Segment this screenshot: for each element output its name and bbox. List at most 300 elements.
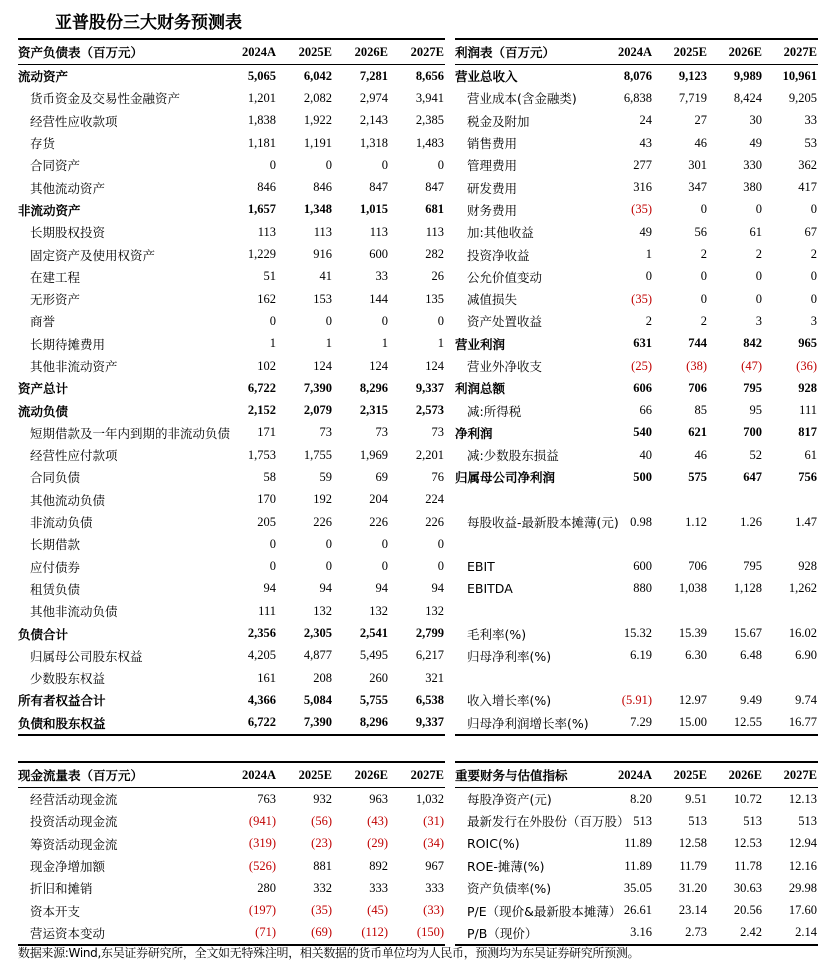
row-label: 经营性应收款项 bbox=[30, 113, 118, 129]
cell-value: 795 bbox=[743, 559, 762, 574]
cell-value: 513 bbox=[743, 813, 762, 828]
cell-value: 0.98 bbox=[630, 514, 652, 529]
cell-value: 1,201 bbox=[247, 90, 276, 105]
cell-value: 0 bbox=[700, 269, 707, 284]
cell-value: 6,722 bbox=[221, 712, 277, 735]
table-row bbox=[455, 288, 818, 310]
cell-value: 2.42 bbox=[708, 922, 763, 945]
cell-value: 0 bbox=[755, 202, 762, 217]
cell-value: 1,015 bbox=[359, 202, 388, 217]
table-row bbox=[455, 333, 818, 355]
table-row bbox=[18, 788, 445, 811]
cell-value: 333 bbox=[369, 880, 388, 895]
cell-value: 56 bbox=[694, 224, 707, 239]
cell-value: (319) bbox=[248, 836, 276, 851]
cell-value: 73 bbox=[319, 425, 332, 440]
row-label: 长期待摊费用 bbox=[30, 336, 106, 352]
cell-value: 1.26 bbox=[740, 514, 762, 529]
cell-value: (150) bbox=[389, 922, 445, 945]
row-label bbox=[455, 600, 599, 622]
cell-value bbox=[599, 600, 653, 622]
cell-value: 144 bbox=[369, 291, 388, 306]
row-label: 现金净增加额 bbox=[30, 859, 106, 875]
cell-value: 0 bbox=[437, 559, 444, 574]
row-label: 其他非流动负债 bbox=[30, 604, 118, 620]
cell-value: 4,877 bbox=[303, 648, 332, 663]
row-label: 收入增长率(%) bbox=[467, 693, 552, 709]
cell-value: 0 bbox=[269, 157, 276, 172]
cell-value: 94 bbox=[375, 581, 388, 596]
row-label: EBITDA bbox=[467, 581, 513, 597]
cell-value: 282 bbox=[425, 247, 444, 262]
table-row bbox=[455, 899, 818, 921]
income-statement-table bbox=[455, 38, 818, 736]
cell-value: 2,356 bbox=[247, 626, 276, 641]
cell-value: 61 bbox=[749, 224, 762, 239]
cell-value: 23.14 bbox=[678, 903, 707, 918]
cell-value: (112) bbox=[333, 922, 389, 945]
table-row bbox=[18, 333, 445, 355]
table-row bbox=[455, 712, 818, 735]
cell-value: 7,281 bbox=[359, 68, 388, 83]
cell-value: 35.05 bbox=[623, 880, 652, 895]
table-row bbox=[455, 87, 818, 109]
table-row bbox=[455, 243, 818, 265]
cell-value: 0 bbox=[810, 291, 817, 306]
row-label: 租赁负债 bbox=[30, 581, 81, 597]
table-row bbox=[18, 622, 445, 644]
year-header: 2025E bbox=[277, 39, 333, 65]
cell-value: (35) bbox=[631, 291, 652, 306]
cell-value: 1 bbox=[381, 336, 388, 351]
row-label: 流动资产 bbox=[18, 69, 69, 85]
cell-value: 24 bbox=[639, 113, 652, 128]
cell-value: 2,082 bbox=[303, 90, 332, 105]
cell-value: 124 bbox=[369, 358, 388, 373]
cell-value: (38) bbox=[686, 358, 707, 373]
row-label: 无形资产 bbox=[30, 292, 81, 308]
row-label: 每股净资产(元) bbox=[467, 792, 552, 808]
cell-value: 5,755 bbox=[359, 692, 388, 707]
cell-value: (197) bbox=[248, 903, 276, 918]
table-row bbox=[18, 110, 445, 132]
cell-value: 7,390 bbox=[303, 380, 332, 395]
year-header: 2026E bbox=[333, 39, 389, 65]
row-label: 合同负债 bbox=[30, 470, 81, 486]
cell-value: 417 bbox=[798, 180, 817, 195]
row-label: 长期股权投资 bbox=[30, 225, 106, 241]
cell-value: 9,337 bbox=[415, 380, 444, 395]
row-label: 非流动负债 bbox=[30, 515, 93, 531]
table-row bbox=[18, 511, 445, 533]
cell-value: 932 bbox=[313, 791, 332, 806]
row-label: 应付债券 bbox=[30, 559, 81, 575]
cell-value: 0 bbox=[381, 313, 388, 328]
table-row bbox=[18, 87, 445, 109]
year-header: 2025E bbox=[277, 762, 333, 788]
cell-value: 965 bbox=[798, 336, 817, 351]
cell-value: 4,205 bbox=[247, 648, 276, 663]
cell-value: 600 bbox=[633, 559, 652, 574]
cell-value: 153 bbox=[313, 291, 332, 306]
cell-value: 2 bbox=[810, 247, 817, 262]
row-label: 每股收益-最新股本摊薄(元) bbox=[467, 515, 619, 531]
cell-value: 7,719 bbox=[678, 90, 707, 105]
cell-value: 2 bbox=[700, 313, 707, 328]
cell-value: 6,722 bbox=[247, 380, 276, 395]
cell-value bbox=[763, 533, 818, 555]
cell-value: 12.13 bbox=[788, 791, 817, 806]
cell-value: 0 bbox=[755, 291, 762, 306]
table-row bbox=[455, 466, 818, 488]
cell-value: 2 bbox=[645, 313, 652, 328]
cell-value: 846 bbox=[313, 180, 332, 195]
cell-value: 85 bbox=[694, 403, 707, 418]
cell-value: 205 bbox=[257, 514, 276, 529]
cell-value: 113 bbox=[313, 224, 332, 239]
table-row bbox=[18, 466, 445, 488]
cell-value bbox=[708, 667, 763, 689]
cell-value: 8,296 bbox=[359, 380, 388, 395]
table-row bbox=[455, 444, 818, 466]
cell-value: 9.51 bbox=[685, 791, 707, 806]
table-row bbox=[455, 877, 818, 899]
cell-value: 631 bbox=[633, 336, 652, 351]
cell-value: 2,974 bbox=[359, 90, 388, 105]
page-title: 亚普股份三大财务预测表 bbox=[55, 13, 242, 33]
cell-value: 113 bbox=[425, 224, 444, 239]
cell-value: 8,076 bbox=[623, 68, 652, 83]
cell-value: 1.47 bbox=[795, 514, 817, 529]
table-row bbox=[455, 600, 818, 622]
cell-value bbox=[763, 600, 818, 622]
row-label: 负债和股东权益 bbox=[18, 712, 221, 735]
cell-value: 94 bbox=[263, 581, 276, 596]
cell-value: (34) bbox=[423, 836, 444, 851]
cell-value: (526) bbox=[248, 858, 276, 873]
cash-flow-table bbox=[18, 761, 445, 946]
cell-value: 8,424 bbox=[733, 90, 762, 105]
cell-value: 224 bbox=[425, 492, 444, 507]
cell-value: 12.16 bbox=[788, 858, 817, 873]
cell-value: (71) bbox=[221, 922, 277, 945]
cell-value: 1.12 bbox=[685, 514, 707, 529]
year-header: 2025E bbox=[653, 39, 708, 65]
cell-value: 700 bbox=[743, 425, 762, 440]
cell-value: 1,348 bbox=[303, 202, 332, 217]
cell-value: 76 bbox=[431, 469, 444, 484]
row-label: 利润总额 bbox=[455, 381, 506, 397]
table-title: 重要财务与估值指标 bbox=[455, 762, 599, 788]
cell-value: 1,181 bbox=[247, 135, 276, 150]
balance-sheet-table bbox=[18, 38, 445, 736]
row-label: 合同资产 bbox=[30, 158, 81, 174]
table-row bbox=[455, 645, 818, 667]
cell-value: 6,217 bbox=[415, 648, 444, 663]
year-header: 2027E bbox=[763, 762, 818, 788]
cell-value: 208 bbox=[313, 670, 332, 685]
cell-value: 132 bbox=[425, 603, 444, 618]
row-label: 商誉 bbox=[30, 314, 56, 330]
row-label bbox=[455, 533, 599, 555]
table-row bbox=[455, 132, 818, 154]
table-row bbox=[18, 377, 445, 399]
row-label: 营业利润 bbox=[455, 336, 506, 352]
table-header-row bbox=[18, 762, 445, 788]
row-label: 归母净利率(%) bbox=[467, 648, 552, 664]
cell-value: 192 bbox=[313, 492, 332, 507]
cell-value: 12.97 bbox=[678, 692, 707, 707]
cell-value: 847 bbox=[425, 180, 444, 195]
cell-value: 6.48 bbox=[740, 648, 762, 663]
cell-value: 0 bbox=[437, 536, 444, 551]
cell-value: 49 bbox=[749, 135, 762, 150]
row-label: 资本开支 bbox=[30, 903, 81, 919]
row-label: 折旧和摊销 bbox=[30, 881, 93, 897]
cell-value: 880 bbox=[633, 581, 652, 596]
table-row bbox=[18, 176, 445, 198]
row-label: 其他流动负债 bbox=[30, 492, 106, 508]
year-header: 2025E bbox=[653, 762, 708, 788]
table-row bbox=[18, 600, 445, 622]
cell-value: 9.49 bbox=[740, 692, 762, 707]
year-header: 2027E bbox=[389, 39, 445, 65]
cell-value: 500 bbox=[633, 469, 652, 484]
cell-value: 2,385 bbox=[415, 113, 444, 128]
year-header: 2027E bbox=[389, 762, 445, 788]
cell-value: 0 bbox=[381, 157, 388, 172]
row-label: 减:少数股东损益 bbox=[467, 448, 559, 464]
cell-value: 11.78 bbox=[734, 858, 762, 873]
cell-value: 69 bbox=[375, 469, 388, 484]
cell-value: 29.98 bbox=[788, 880, 817, 895]
table-row bbox=[455, 533, 818, 555]
table-row bbox=[455, 221, 818, 243]
table-row bbox=[455, 399, 818, 421]
row-label: 长期借款 bbox=[30, 537, 81, 553]
table-row bbox=[455, 511, 818, 533]
cell-value: 756 bbox=[798, 469, 817, 484]
cell-value: 0 bbox=[269, 536, 276, 551]
cell-value: 17.60 bbox=[788, 903, 817, 918]
row-label: 研发费用 bbox=[467, 180, 518, 196]
cell-value bbox=[653, 600, 708, 622]
table-row bbox=[455, 422, 818, 444]
cell-value: 94 bbox=[319, 581, 332, 596]
cell-value: 513 bbox=[688, 813, 707, 828]
cell-value: 135 bbox=[425, 291, 444, 306]
cell-value: 12.53 bbox=[733, 836, 762, 851]
table-row bbox=[455, 176, 818, 198]
cell-value: 30.63 bbox=[733, 880, 762, 895]
table-row bbox=[455, 667, 818, 689]
cell-value: 1,128 bbox=[733, 581, 762, 596]
cell-value: (941) bbox=[248, 813, 276, 828]
cell-value: 0 bbox=[810, 269, 817, 284]
cell-value: 49 bbox=[639, 224, 652, 239]
cell-value: 73 bbox=[375, 425, 388, 440]
cell-value: 1,969 bbox=[359, 447, 388, 462]
cell-value: 0 bbox=[755, 269, 762, 284]
row-label: 财务费用 bbox=[467, 202, 518, 218]
cell-value: 226 bbox=[425, 514, 444, 529]
table-row bbox=[455, 489, 818, 511]
cell-value: 73 bbox=[431, 425, 444, 440]
cell-value: 5,065 bbox=[247, 68, 276, 83]
cell-value: 928 bbox=[798, 559, 817, 574]
valuation-ratios-table bbox=[455, 761, 818, 946]
row-label: 资产处置收益 bbox=[467, 314, 543, 330]
row-label: 经营活动现金流 bbox=[30, 792, 118, 808]
cell-value: 600 bbox=[369, 247, 388, 262]
cell-value: (36) bbox=[796, 358, 817, 373]
cell-value: 2,305 bbox=[303, 626, 332, 641]
row-label: 营运资本变动 bbox=[18, 922, 221, 945]
cell-value: 30 bbox=[749, 113, 762, 128]
cell-value: 9,205 bbox=[788, 90, 817, 105]
cell-value: 0 bbox=[325, 536, 332, 551]
cell-value: 26.61 bbox=[623, 903, 652, 918]
cell-value: 53 bbox=[804, 135, 817, 150]
cell-value: 280 bbox=[257, 880, 276, 895]
cell-value: 817 bbox=[798, 425, 817, 440]
cell-value: 16.77 bbox=[763, 712, 818, 735]
cell-value: 46 bbox=[694, 447, 707, 462]
cell-value: 0 bbox=[269, 313, 276, 328]
year-header: 2026E bbox=[708, 39, 763, 65]
cell-value: 132 bbox=[313, 603, 332, 618]
cell-value: 963 bbox=[369, 791, 388, 806]
cell-value: 0 bbox=[381, 536, 388, 551]
cell-value: 1,229 bbox=[247, 247, 276, 262]
cell-value: 67 bbox=[804, 224, 817, 239]
table-row bbox=[18, 899, 445, 921]
row-label: 营业总收入 bbox=[455, 69, 518, 85]
cell-value: 513 bbox=[633, 813, 652, 828]
cell-value: 111 bbox=[258, 603, 276, 618]
cell-value: 10.72 bbox=[733, 791, 762, 806]
cell-value: 2,201 bbox=[415, 447, 444, 462]
row-label: ROIC(%) bbox=[467, 836, 520, 852]
table-header-row bbox=[455, 762, 818, 788]
cell-value: (35) bbox=[311, 903, 332, 918]
table-row bbox=[18, 310, 445, 332]
table-row bbox=[18, 444, 445, 466]
table-row bbox=[455, 833, 818, 855]
cell-value: 15.39 bbox=[678, 626, 707, 641]
table-row bbox=[18, 399, 445, 421]
cell-value: 52 bbox=[749, 447, 762, 462]
cell-value bbox=[599, 489, 653, 511]
cell-value: (31) bbox=[423, 813, 444, 828]
cell-value: 41 bbox=[319, 269, 332, 284]
cell-value: 967 bbox=[425, 858, 444, 873]
cell-value: 12.94 bbox=[788, 836, 817, 851]
cell-value: 6.19 bbox=[630, 648, 652, 663]
cell-value: 916 bbox=[313, 247, 332, 262]
cell-value: 10,961 bbox=[782, 68, 817, 83]
cell-value: 1,838 bbox=[247, 113, 276, 128]
table-header-row bbox=[455, 39, 818, 65]
table-row bbox=[18, 667, 445, 689]
cell-value: 316 bbox=[633, 180, 652, 195]
cell-value: 8.20 bbox=[630, 791, 652, 806]
cell-value: 132 bbox=[369, 603, 388, 618]
cell-value: 0 bbox=[269, 559, 276, 574]
table-row bbox=[455, 65, 818, 88]
cell-value: 347 bbox=[688, 180, 707, 195]
table-row bbox=[18, 578, 445, 600]
cell-value: 9,123 bbox=[678, 68, 707, 83]
cell-value: 12.55 bbox=[708, 712, 763, 735]
cell-value: 621 bbox=[688, 425, 707, 440]
table-row bbox=[455, 578, 818, 600]
cell-value: (47) bbox=[741, 358, 762, 373]
cell-value: 321 bbox=[425, 670, 444, 685]
cell-value: 20.56 bbox=[733, 903, 762, 918]
year-header: 2026E bbox=[708, 762, 763, 788]
cell-value: 1 bbox=[325, 336, 332, 351]
cell-value: 0 bbox=[437, 313, 444, 328]
cell-value: 0 bbox=[437, 157, 444, 172]
cell-value: 332 bbox=[313, 880, 332, 895]
cell-value: 0 bbox=[700, 202, 707, 217]
cell-value: 1,318 bbox=[359, 135, 388, 150]
cell-value: 226 bbox=[369, 514, 388, 529]
cell-value: 66 bbox=[639, 403, 652, 418]
cell-value: (43) bbox=[367, 813, 388, 828]
table-row bbox=[18, 810, 445, 832]
cell-value: 842 bbox=[743, 336, 762, 351]
cell-value: 46 bbox=[694, 135, 707, 150]
row-label: 流动负债 bbox=[18, 403, 69, 419]
cell-value: 59 bbox=[319, 469, 332, 484]
table-row bbox=[455, 810, 818, 832]
row-label: 货币资金及交易性金融资产 bbox=[30, 91, 181, 107]
cell-value: 380 bbox=[743, 180, 762, 195]
cell-value: 6,838 bbox=[623, 90, 652, 105]
cell-value: 5,495 bbox=[359, 648, 388, 663]
cell-value: (29) bbox=[367, 836, 388, 851]
cell-value: 161 bbox=[257, 670, 276, 685]
table-row bbox=[18, 65, 445, 88]
row-label: 筹资活动现金流 bbox=[30, 836, 118, 852]
cell-value: (5.91) bbox=[621, 692, 652, 707]
cell-value: 2,573 bbox=[415, 403, 444, 418]
cell-value: 513 bbox=[798, 813, 817, 828]
cell-value: 9,989 bbox=[733, 68, 762, 83]
cell-value: 11.79 bbox=[679, 858, 707, 873]
year-header: 2024A bbox=[221, 762, 277, 788]
table-row bbox=[18, 712, 445, 735]
row-label: 归属母公司股东权益 bbox=[30, 648, 143, 664]
cell-value: 2,315 bbox=[359, 403, 388, 418]
cell-value: 7,390 bbox=[277, 712, 333, 735]
cell-value: 113 bbox=[369, 224, 388, 239]
cell-value: 1,753 bbox=[247, 447, 276, 462]
cell-value: 647 bbox=[743, 469, 762, 484]
table-row bbox=[455, 266, 818, 288]
table-row bbox=[18, 266, 445, 288]
cell-value: 6,538 bbox=[415, 692, 444, 707]
cell-value: 2 bbox=[700, 247, 707, 262]
row-label: 税金及附加 bbox=[467, 113, 530, 129]
cell-value: 846 bbox=[257, 180, 276, 195]
row-label: 资产总计 bbox=[18, 381, 69, 397]
cell-value: (25) bbox=[631, 358, 652, 373]
cell-value: 928 bbox=[798, 380, 817, 395]
row-label: 加:其他收益 bbox=[467, 225, 534, 241]
